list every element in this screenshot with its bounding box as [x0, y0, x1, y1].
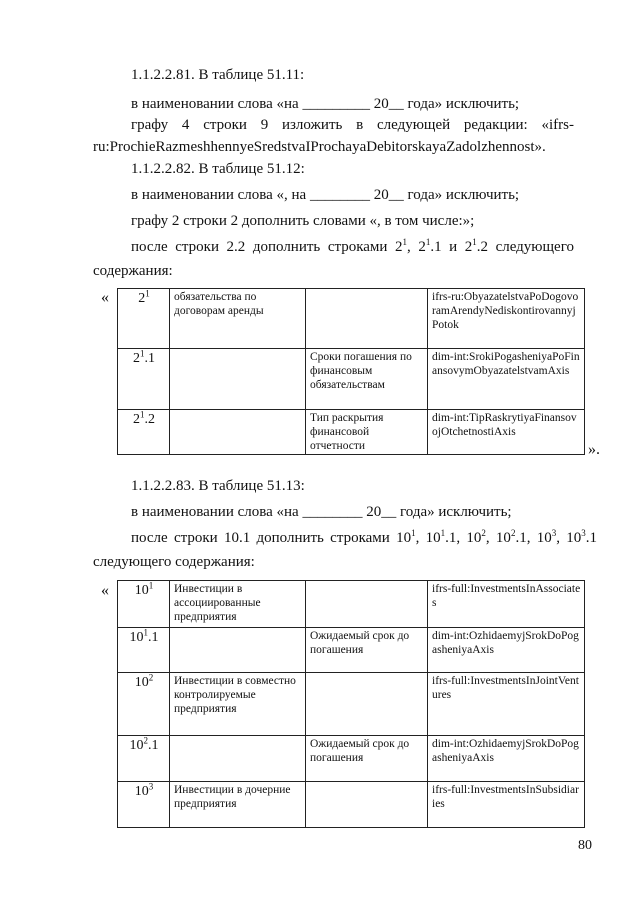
section-81-line-3: ru:ProchieRazmeshhennyeSredstvaIProchayaDebitorskayaZadolzhennost».: [93, 139, 546, 155]
section-82-line-1: в наименовании слова «, на ________ 20__ года» исключить;: [131, 187, 520, 203]
row-dimension-cell: Ожидаемый срок до погашения: [306, 628, 428, 673]
table-1-open-quote: «: [101, 289, 109, 306]
row-name-cell: [170, 349, 306, 410]
page-number: 80: [578, 838, 592, 853]
row-number-cell: $10^2$: [118, 673, 170, 736]
section-81-line-1: в наименовании слова «на _________ 20__ года» исключить;: [131, 96, 520, 112]
row-number-cell: $2^1$: [118, 289, 170, 349]
row-number-cell: $10^1.1$: [118, 628, 170, 673]
row-dimension-cell: [306, 289, 428, 349]
table-row: [118, 410, 585, 455]
section-82-heading: 1.1.2.2.82. В таблице 51.12:: [131, 161, 305, 177]
row-name-cell: Инвестиции в ассоциированные предприятия: [170, 581, 306, 628]
row-code-cell: dim-int:SrokiPogasheniyaPoFinansovymObyazatelstvamAxis: [428, 349, 585, 410]
row-number-cell: $10^1$: [118, 581, 170, 628]
row-name-cell: [170, 736, 306, 782]
row-dimension-cell: Сроки погашения по финансовым обязательствам: [306, 349, 428, 410]
row-dimension-cell: [306, 581, 428, 628]
row-name-cell: Инвестиции в совместно контролируемые предприятия: [170, 673, 306, 736]
table-row: [118, 673, 585, 736]
row-number-cell: $10^3$: [118, 782, 170, 828]
section-83-heading: 1.1.2.2.83. В таблице 51.13:: [131, 478, 305, 494]
table-row: [118, 349, 585, 410]
table-1-close-quote: ».: [588, 441, 600, 458]
row-dimension-cell: Ожидаемый срок до погашения: [306, 736, 428, 782]
row-number-cell: $2^1.1$: [118, 349, 170, 410]
table-row: [118, 628, 585, 673]
row-name-cell: [170, 628, 306, 673]
table-row: [118, 736, 585, 782]
row-name-cell: Инвестиции в дочерние предприятия: [170, 782, 306, 828]
row-code-cell: ifrs-full:InvestmentsInSubsidiaries: [428, 782, 585, 828]
table-2-open-quote: «: [101, 582, 109, 599]
row-code-cell: dim-int:OzhidaemyjSrokDoPogasheniyaAxis: [428, 736, 585, 782]
row-code-cell: ifrs-full:InvestmentsInAssociates: [428, 581, 585, 628]
row-code-cell: dim-int:OzhidaemyjSrokDoPogasheniyaAxis: [428, 628, 585, 673]
row-name-cell: [170, 410, 306, 455]
row-dimension-cell: [306, 782, 428, 828]
section-81-line-2: графу 4 строки 9 изложить в следующей редакции: «ifrs-: [131, 117, 574, 133]
section-82-line-3: после строки 2.2 дополнить строками $2^1$, $2^1.1$ и $2^1.2$ следующего: [131, 237, 574, 255]
table-row: [118, 782, 585, 828]
table-row: [118, 581, 585, 628]
table-51-12-additions: [117, 288, 585, 455]
row-dimension-cell: Тип раскрытия финансовой отчетности: [306, 410, 428, 455]
row-code-cell: dim-int:TipRaskrytiyaFinansovojOtchetnostiAxis: [428, 410, 585, 455]
section-83-line-2: после строки 10.1 дополнить строками $10^1$, $10^1.1$, $10^2$, $10^2.1$, $10^3$, $10^3.1$: [131, 528, 597, 546]
row-code-cell: ifrs-ru:ObyazatelstvaPoDogovoramArendyNediskontirovannyjPotok: [428, 289, 585, 349]
row-number-cell: $10^2.1$: [118, 736, 170, 782]
table-51-13-additions: [117, 580, 585, 828]
row-name-cell: обязательства по договорам аренды: [170, 289, 306, 349]
section-83-line-1: в наименовании слова «на ________ 20__ года» исключить;: [131, 504, 512, 520]
section-83-line-3: следующего содержания:: [93, 554, 255, 570]
table-row: [118, 289, 585, 349]
section-81-heading: 1.1.2.2.81. В таблице 51.11:: [131, 67, 305, 83]
row-dimension-cell: [306, 673, 428, 736]
row-code-cell: ifrs-full:InvestmentsInJointVentures: [428, 673, 585, 736]
section-82-line-4: содержания:: [93, 263, 173, 279]
section-82-line-2: графу 2 строки 2 дополнить словами «, в том числе:»;: [131, 213, 475, 229]
row-number-cell: $2^1.2$: [118, 410, 170, 455]
